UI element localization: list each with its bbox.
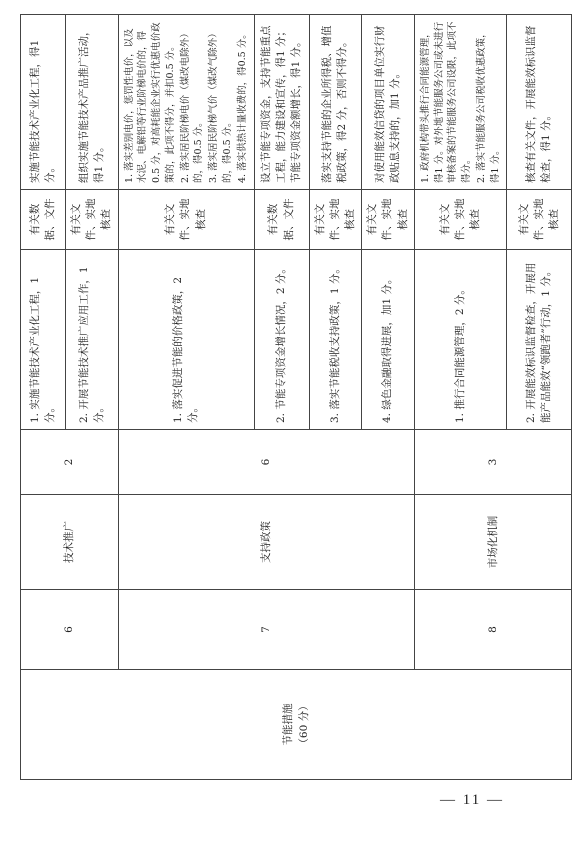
category-cell	[21, 670, 572, 780]
method-cell: 有关数据、文件	[254, 190, 309, 250]
detail-line: 2. 落实居民阶梯电价（煤改电除外）的，得0.5 分。	[179, 28, 205, 183]
detail-line: 1. 落实差别电价，惩罚性电价，以及水泥、电解铝等行业阶梯电价的，得0.5 分，对高耗能企业实行优惠电价政策的，此项不得分，并扣0.5 分。	[123, 22, 176, 183]
detail-cell	[118, 15, 254, 190]
method-cell: 有关文件、实地核查	[414, 190, 507, 250]
detail-line: 3. 落实居民阶梯气价（煤改气除外）的，得0.5 分。	[208, 28, 234, 183]
row-number: 8	[414, 590, 572, 670]
criterion-cell: 2. 开展能效标识监督检查，开展用能产品能效“领跑者”行动，1 分。	[507, 250, 572, 430]
item-score: 3	[414, 430, 572, 495]
item-score: 6	[118, 430, 414, 495]
detail-cell: 核查有关文件，开展能效标识监督检查，得1 分。	[507, 15, 572, 190]
detail-cell: 实施节能技术产业化工程，得1 分。	[21, 15, 66, 190]
method-cell: 有关数据、文件	[21, 190, 66, 250]
detail-line: 1. 政府机构带头推行合同能源管理，得1 分。对外地节能服务公司或未进行审核备案的节能服务公司设限，此项不得分。	[419, 21, 473, 183]
item-name: 市场化机制	[414, 495, 572, 590]
criterion-cell: 2. 节能专项资金增长情况，2 分。	[254, 250, 309, 430]
item-name: 技术推广	[21, 495, 119, 590]
criterion-cell: 1. 落实促进节能的价格政策，2 分。	[118, 250, 254, 430]
row-number: 6	[21, 590, 119, 670]
category-score: （60 分）	[297, 700, 310, 749]
row-number: 7	[118, 590, 414, 670]
item-score: 2	[21, 430, 119, 495]
page-number: — 11 —	[440, 792, 504, 808]
detail-cell: 设立节能专项资金，支持节能重点工程，能力建设和宣传，得1 分；节能专项资金额增长，得1 分。	[254, 15, 309, 190]
method-cell: 有关文件、实地核查	[507, 190, 572, 250]
item-name: 支持政策	[118, 495, 414, 590]
criterion-cell: 4. 绿色金融取得进展，加1 分。	[362, 250, 415, 430]
detail-line: 2. 落实节能服务公司税收优惠政策，得1 分。	[475, 28, 501, 183]
rotated-table-page	[20, 15, 561, 780]
detail-line: 4. 落实供热计量收费的，得0.5 分。	[236, 29, 248, 183]
method-cell: 有关文件、实地核查	[309, 190, 362, 250]
method-cell: 有关文件、实地核查	[66, 190, 119, 250]
detail-cell	[414, 15, 507, 190]
criterion-cell: 2. 开展节能技术推广应用工作，1 分。	[66, 250, 119, 430]
category-title: 节能措施	[281, 703, 294, 746]
criterion-cell: 1. 实施节能技术产业化工程，1 分。	[21, 250, 66, 430]
criterion-cell: 1. 推行合同能源管理，2 分。	[414, 250, 507, 430]
detail-cell: 对使用能效信贷的项目单位实行财政贴息支持的，加1 分。	[362, 15, 415, 190]
detail-cell: 组织实施节能技术产品推广活动，得1 分。	[66, 15, 119, 190]
criterion-cell: 3. 落实节能税收支持政策，1 分。	[309, 250, 362, 430]
method-cell: 有关文件、实地核查	[118, 190, 254, 250]
detail-cell: 落实支持节能的企业所得税、增值税政策，得2 分，否则不得分。	[309, 15, 362, 190]
evaluation-table	[20, 14, 572, 780]
method-cell: 有关文件、实地核查	[362, 190, 415, 250]
